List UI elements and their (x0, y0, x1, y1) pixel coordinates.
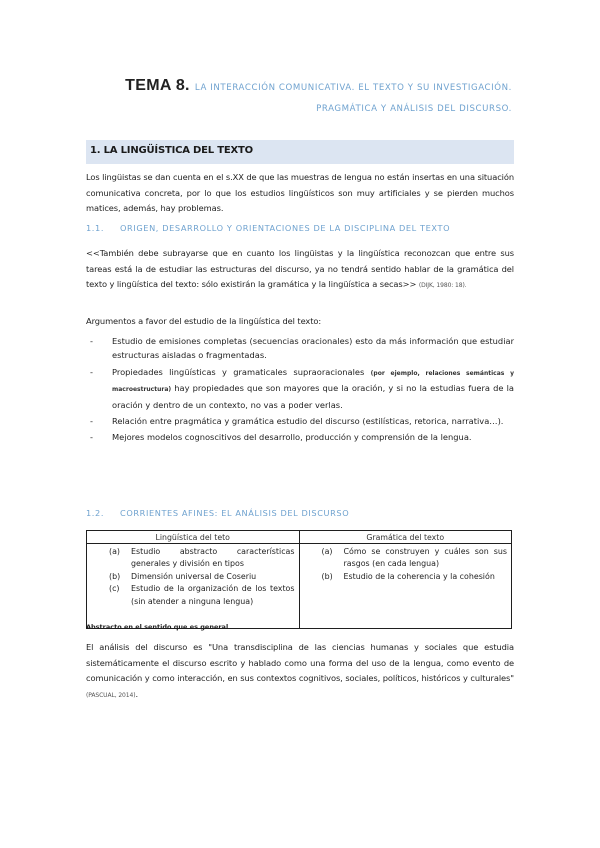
document-header (92, 76, 512, 118)
subsection-1-2-heading (86, 508, 349, 518)
arguments-list (86, 334, 514, 447)
list-item: - Estudio de emisiones completas (secuencias oracionales) esto da más información que estudiar estructuras aisladas o fragmentadas. (90, 336, 514, 361)
table-header-col1: Lingüística del teto (87, 531, 300, 544)
definition-citation: (PASCUAL, 2014) (86, 691, 136, 699)
section-heading: 1. LA LINGÜÍSTICA DEL TEXTO (90, 145, 253, 156)
table-list-item: (c) Estudio de la organización de los textos (sin atender a ninguna lengua) (109, 584, 295, 606)
definition-paragraph (86, 640, 514, 703)
table-list-item: (b) Dimensión universal de Coseriu (109, 571, 257, 581)
tema-label: TEMA 8. (125, 77, 190, 94)
list-item-text: Relación entre pragmática y gramática estudio del discurso (estilísticas, retorica, narrativa…). (112, 416, 504, 427)
quote-citation: (DIJK, 1980: 18). (418, 282, 467, 289)
table-cell-col1 (87, 544, 300, 629)
list-item: - Relación entre pragmática y gramática estudio del discurso (estilísticas, retorica, narrativa…). (90, 416, 504, 427)
header-title-line2: PRAGMÁTICA Y ANÁLISIS DEL DISCURSO. (316, 104, 512, 114)
subsection-title: ORIGEN, DESARROLLO Y ORIENTACIONES DE LA DISCIPLINA DEL TEXTO (120, 223, 451, 233)
list-item: - Mejores modelos cognoscitivos del desarrollo, producción y comprensión de la lengua. (90, 432, 472, 443)
table-list-item: (a) Cómo se construyen y cuáles son sus rasgos (en cada lengua) (321, 547, 507, 569)
table-cell-col2 (299, 544, 512, 629)
arguments-heading: Argumentos a favor del estudio de la lingüística del texto: (86, 316, 322, 326)
intro-paragraph: Los lingüistas se dan cuenta en el s.XX de que las muestras de lengua no están insertas en una situación comunicativa concreta, por lo que los estudios lingüísticos son muy artificiales y se pierden muchos matices, además, hay problemas. (86, 172, 514, 213)
table-list-item: (a) Estudio abstracto características generales y división en tipos (109, 547, 295, 569)
definition-end: . (135, 688, 138, 699)
table-caption: Abstracto en el sentido que es general (86, 623, 229, 631)
quote-paragraph (86, 246, 514, 294)
list-item-note: (por ejemplo, relaciones semánticas y macroestructura) (112, 369, 514, 394)
list-item-text: Propiedades lingüísticas y gramaticales supraoracionales (112, 366, 371, 377)
list-item-text: Mejores modelos cognoscitivos del desarrollo, producción y comprensión de la lengua. (112, 432, 472, 443)
list-item-text: hay propiedades que son mayores que la oración, y si no la estudias fuera de la oración y dentro de un contexto, no vas a poder verlas. (112, 383, 514, 410)
quote-text: <<También debe subrayarse que en cuanto los lingüistas y la lingüística reconozcan que entre sus tareas está la de estudiar las estructuras del discurso, ya no tendrá sentido hablar de la gramática del texto y lingüística del texto: sólo existirán la gramática y la lingüística a secas>> (86, 248, 514, 289)
table-list-item: (b) Estudio de la coherencia y la cohesión (321, 571, 495, 581)
table-header-col2: Gramática del texto (299, 531, 512, 544)
subsection-title: CORRIENTES AFINES: EL ANÁLISIS DEL DISCURSO (120, 508, 350, 518)
subsection-1-1-heading (86, 223, 450, 233)
definition-text: El análisis del discurso es "Una transdisciplina de las ciencias humanas y sociales que estudia sistemáticamente el discurso escrito y hablado como una forma del uso de la lengua, como evento de comunicación y como interacción, en sus contextos cognitivos, sociales, políticos, históricos y culturales" (86, 642, 514, 683)
header-title-line1: LA INTERACCIÓN COMUNICATIVA. EL TEXTO Y SU INVESTIGACIÓN. (194, 83, 512, 93)
section-heading-bar (86, 140, 514, 164)
subsection-number: 1.2. (86, 508, 105, 518)
comparison-table (86, 530, 512, 629)
list-item: - Propiedades lingüísticas y gramaticales supraoracionales (por ejemplo, relaciones semánticas y macroestructura) hay propiedades que son mayores que la oración, y si no la estudias fuera de la oración y dentro de un contexto, no vas a poder verlas. (90, 366, 514, 410)
list-item-text: Estudio de emisiones completas (secuencias oracionales) esto da más información que estudiar estructuras aisladas o fragmentadas. (112, 336, 514, 361)
subsection-number: 1.1. (86, 223, 105, 233)
